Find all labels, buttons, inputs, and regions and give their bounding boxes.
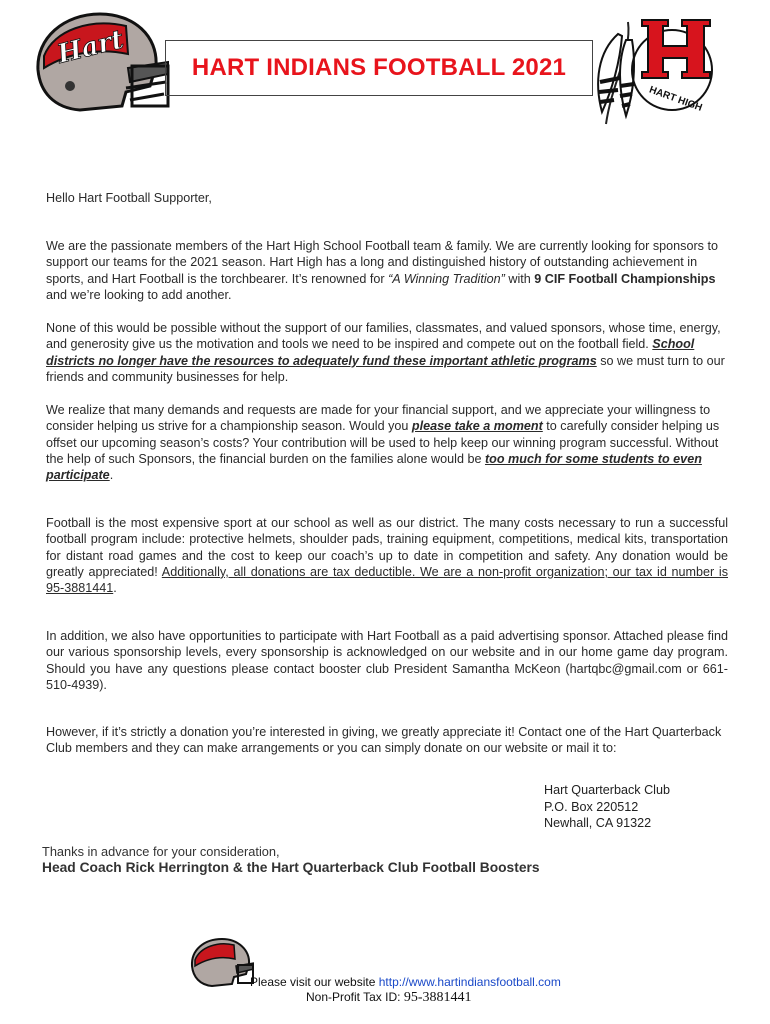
- address-line-1: Hart Quarterback Club: [544, 783, 670, 797]
- tax-id: 95-3881441: [403, 990, 472, 1005]
- footer-helmet-logo: [188, 936, 254, 990]
- page-title: HART INDIANS FOOTBALL 2021: [191, 54, 567, 81]
- title-box: [165, 40, 593, 96]
- svg-text:Hart: Hart: [54, 24, 127, 70]
- footer-website-line: Please visit our website http://www.hartindiansfootball.com: [250, 975, 561, 989]
- paragraph-2: None of this would be possible without the support of our families, classmates, and valued sponsors, whose time, energy, and generosity give us the motivation and tools we need to be inspired and compete out on the football field. School districts no longer have the resources to adequately fund these important athletic programs so we must turn to our friends and community businesses for help.: [46, 321, 725, 384]
- greeting: Hello Hart Football Supporter,: [46, 191, 212, 205]
- hart-high-crest-logo: [592, 12, 724, 130]
- footer-tax-line: Non-Profit Tax ID: 95-3881441: [306, 990, 472, 1005]
- paragraph-5: In addition, we also have opportunities to participate with Hart Football as a paid advertising sponsor. Attached please find our various sponsorship levels, every sponsorship is acknowledged on our website and in our home game day program. Should you have any questions please contact booster club President Samantha McKeon (hartqbc@gmail.com or 661-510-4939).: [46, 629, 728, 692]
- paragraph-3: We realize that many demands and requests are made for your financial support, and we appreciate your willingness to consider helping us strive for a championship season. Would you please take a moment to carefully consider helping us offset our upcoming season’s costs? Your contribution will be used to help keep our winning program successful. Without the help of such Sponsors, the financial burden on the families alone would be too much for some students to even participate.: [46, 403, 720, 483]
- signature: Head Coach Rick Herrington & the Hart Quarterback Club Football Boosters: [42, 860, 540, 875]
- hart-helmet-logo: [30, 8, 170, 118]
- address-line-3: Newhall, CA 91322: [544, 816, 652, 830]
- paragraph-6: However, if it’s strictly a donation you’re interested in giving, we greatly appreciate it! Contact one of the Hart Quarterback Club members and they can make arrangements or you can simply donate on our website or mail it to:: [46, 725, 722, 756]
- svg-text:HART HIGH: HART HIGH: [647, 84, 704, 114]
- closing-line: Thanks in advance for your consideration,: [42, 844, 280, 859]
- website-link[interactable]: http://www.hartindiansfootball.com: [378, 975, 561, 989]
- paragraph-1: We are the passionate members of the Hart High School Football team & family. We are currently looking for sponsors to support our teams for the 2021 season. Hart High has a long and distinguished history of outstanding achievement in sports, and Hart Football is the torchbearer. It’s renowned for “A Winning Tradition” with 9 CIF Football Championships and we’re looking to add another.: [46, 239, 718, 302]
- address-line-2: P.O. Box 220512: [544, 799, 639, 814]
- paragraph-4: Football is the most expensive sport at our school as well as our district. The many costs necessary to run a successful football program include: protective helmets, shoulder pads, training equipment, competitions, medical kits, transportation for distant road games and the cost to keep our coach’s up to date in competition and safety. Any donation would be greatly appreciated! Additionally, all donations are tax deductible. We are a non-profit organization; our tax id number is 95-3881441.: [46, 516, 728, 596]
- mailing-address: [544, 782, 670, 832]
